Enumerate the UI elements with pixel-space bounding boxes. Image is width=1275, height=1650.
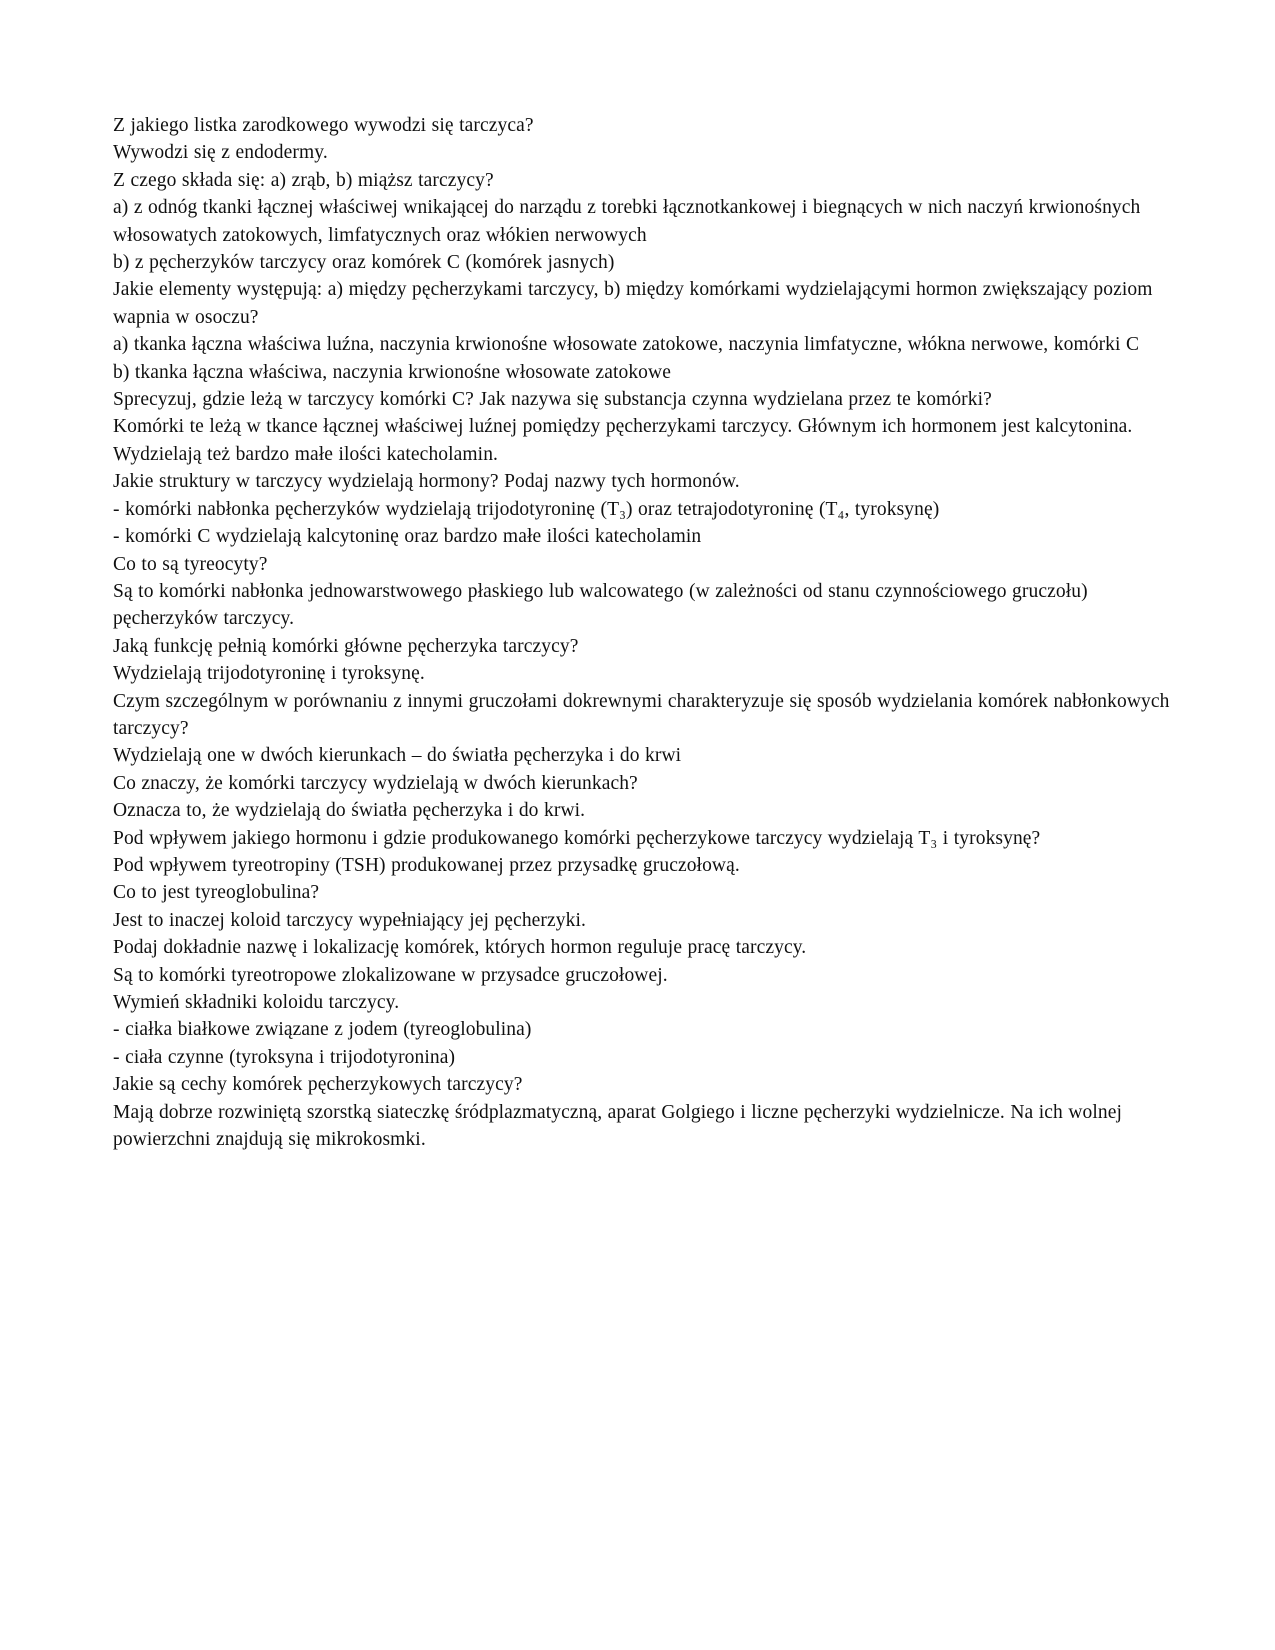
answer-paragraph: Jest to inaczej koloid tarczycy wypełniający jej pęcherzyki.: [113, 909, 586, 931]
answer-paragraph: Wydzielają one w dwóch kierunkach – do światła pęcherzyka i do krwi: [113, 745, 682, 767]
answer-list-item: - komórki C wydzielają kalcytoninę oraz bardzo małe ilości katecholamin: [113, 526, 702, 548]
question-paragraph: Podaj dokładnie nazwę i lokalizację komórek, których hormon reguluje pracę tarczycy.: [113, 937, 807, 959]
answer-paragraph: Komórki te leżą w tkance łącznej właściwej luźnej pomiędzy pęcherzykami tarczycy. Głównym ich hormonem jest kalcytonina. Wydzielają też bardzo małe ilości katecholamin.: [113, 416, 1133, 465]
answer-paragraph: b) z pęcherzyków tarczycy oraz komórek C (komórek jasnych): [113, 252, 615, 274]
answer-list-item: - ciałka białkowe związane z jodem (tyreoglobulina): [113, 1019, 532, 1041]
question-paragraph: Z czego składa się: a) zrąb, b) miąższ tarczycy?: [113, 169, 494, 191]
answer-paragraph: Są to komórki nabłonka jednowarstwowego płaskiego lub walcowatego (w zależności od stanu czynnościowego gruczołu) pęcherzyków tarczycy.: [113, 580, 1088, 630]
question-paragraph: Jaką funkcję pełnią komórki główne pęcherzyka tarczycy?: [113, 635, 579, 657]
question-paragraph: Jakie są cechy komórek pęcherzykowych tarczycy?: [113, 1074, 523, 1096]
question-paragraph: Sprecyzuj, gdzie leżą w tarczycy komórki C? Jak nazywa się substancja czynna wydzielana przez te komórki?: [113, 389, 992, 411]
answer-paragraph: Są to komórki tyreotropowe zlokalizowane w przysadce gruczołowej.: [113, 964, 668, 986]
question-paragraph: Pod wpływem jakiego hormonu i gdzie produkowanego komórki pęcherzykowe tarczycy wydzielają T₃ i tyroksynę?: [113, 827, 1041, 849]
question-paragraph: Co to jest tyreoglobulina?: [113, 882, 320, 904]
question-paragraph: Jakie elementy występują: a) między pęcherzykami tarczycy, b) między komórkami wydzielającymi hormon zwiększający poziom wapnia w osoczu?: [113, 279, 1153, 328]
answer-paragraph: Oznacza to, że wydzielają do światła pęcherzyka i do krwi.: [113, 800, 586, 822]
answer-paragraph: a) z odnóg tkanki łącznej właściwej wnikającej do narządu z torebki łącznotkankowej i biegnących w nich naczyń krwionośnych włosowatych zatokowych, limfatycznych oraz włókien nerwowych: [113, 197, 1141, 246]
answer-paragraph: Pod wpływem tyreotropiny (TSH) produkowanej przez przysadkę gruczołową.: [113, 854, 740, 876]
question-paragraph: Jakie struktury w tarczycy wydzielają hormony? Podaj nazwy tych hormonów.: [113, 471, 740, 493]
question-paragraph: Co znaczy, że komórki tarczycy wydzielają w dwóch kierunkach?: [113, 772, 638, 794]
question-paragraph: Co to są tyreocyty?: [113, 553, 268, 575]
answer-list-item: - komórki nabłonka pęcherzyków wydzielają trijodotyroninę (T₃) oraz tetrajodotyroninę (T₄, tyroksynę): [113, 498, 940, 520]
answer-paragraph: a) tkanka łączna właściwa luźna, naczynia krwionośne włosowate zatokowe, naczynia limfatyczne, włókna nerwowe, komórki C: [113, 334, 1140, 356]
question-paragraph: Czym szczególnym w porównaniu z innymi gruczołami dokrewnymi charakteryzuje się sposób wydzielania komórek nabłonkowych tarczycy?: [113, 690, 1170, 739]
question-paragraph: Wymień składniki koloidu tarczycy.: [113, 992, 400, 1013]
answer-paragraph: b) tkanka łączna właściwa, naczynia krwionośne włosowate zatokowe: [113, 361, 671, 383]
answer-paragraph: Mają dobrze rozwiniętą szorstką siateczkę śródplazmatyczną, aparat Golgiego i liczne pęcherzyki wydzielnicze. Na ich wolnej powierzchni znajdują się mikrokosmki.: [113, 1101, 1123, 1151]
answer-list-item: - ciała czynne (tyroksyna i trijodotyronina): [113, 1046, 456, 1068]
document-text-block: [113, 112, 1171, 1153]
answer-paragraph: Wydzielają trijodotyroninę i tyroksynę.: [113, 663, 425, 685]
answer-paragraph: Wywodzi się z endodermy.: [113, 142, 328, 164]
question-paragraph: Z jakiego listka zarodkowego wywodzi się tarczyca?: [113, 115, 534, 136]
